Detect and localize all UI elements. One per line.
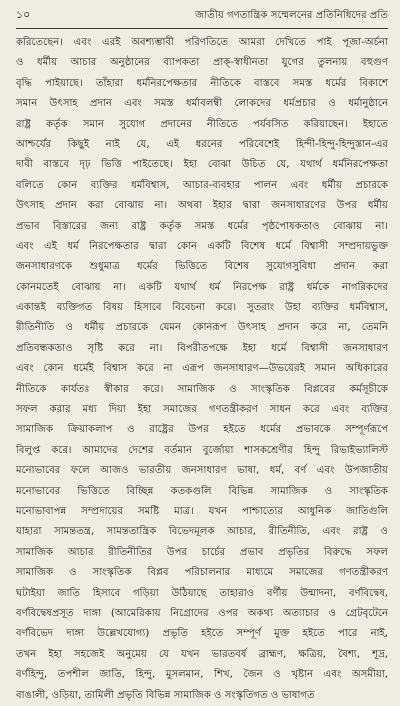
text-line: রীতিনীতি ও ধর্মীয় প্রচারকে যেমন কোনরূপ উৎসাহ প্রদান করে না, তেমনি — [16, 322, 388, 334]
text-line: করিতেছেন। এবং এরই অবশ্যম্ভাবী পরিণতিতে আমরা দেখিতে পাই পূজা-অর্চনা — [16, 37, 388, 48]
text-line: প্রতিবন্ধকতাও সৃষ্টি করে না। বিপরীতপক্ষে ইহা ধর্মে বিশ্বাসী জনসাধারণ — [16, 342, 388, 354]
text-line: বর্ণবিভেদ দাঙ্গা উল্লেখযোগ্য) প্রভৃতি হইতে সম্পূর্ণ মুক্ত হইতে পারে নাই, — [16, 628, 388, 640]
text-line: তখন ইহা সহজেই অনুমেয় যে যখন ভারতবর্ষ ব্রাহ্মণ, ক্ষত্রিয়, বৈশ্য, শূদ্র, — [16, 648, 388, 660]
text-line: বিলুপ্ত করে। আমাদের দেশের বর্তমান বুর্জোয়া শাসকশ্রেণীর হিন্দু রিভাইভ্যালিস্ট — [16, 444, 388, 456]
text-line: সমান উৎসাহ প্রদান এবং সমস্ত ধর্মাবলম্বী লোকদের ধর্মপ্রচার ও ধর্মানুষ্ঠানে — [16, 98, 388, 110]
text-line: কোনমতেই বোঝায় না। একটি যথার্থ ধর্ম নিরপেক্ষ রাষ্ট্র ধর্মকে নাগরিকদের — [16, 281, 388, 293]
text-line: বর্ণবিদ্বেষপ্রসূত দাঙ্গা (আমেরিকায় নিগ্রোদের ওপর অকথ্য অত্যাচার ও গ্রেটবৃটেনে — [16, 607, 388, 619]
text-line: আশ্চর্যের কিছুই নাই যে, এই ধরনের পরিবেশেই হিন্দী-হিন্দু-হিন্দুস্তান-এর — [16, 138, 388, 150]
text-line: এবং এই ধর্ম নিরপেক্ষতার দ্বারা কোন একটি বিশেষ ধর্মে বিশ্বাসী সম্প্রদায়ভুক্ত — [16, 240, 388, 252]
text-line: বলিতে কোন ব্যক্তির ধর্মবিশ্বাস, আচার-ব্যবহার পালন এবং ধর্মীয় প্রচারকে — [16, 179, 388, 191]
text-line: যাহারা সামন্ততন্ত্র, সামন্ততান্ত্রিক বিভেদমূলক আচার, রীতিনীতি, এবং রাষ্ট্র ও — [16, 526, 388, 538]
body-text — [16, 33, 388, 706]
text-line: রাষ্ট্র কর্তৃক সমান সুযোগ প্রদানের নীতিতে পর্যবসিত করিয়াছেন। ইহাতে — [16, 118, 388, 130]
page-header — [16, 6, 388, 28]
text-line: সফল করার মধ্য দিয়া ইহা সমাজের গণতন্ত্রীকরণ সাধন করে এবং ব্যক্তির — [16, 404, 388, 416]
text-line: এবং কোন ধর্মেই বিশ্বাস করে না এরূপ জনসাধারণ—উভয়েরই সমান অধিকারের — [16, 363, 388, 375]
text-line: মনোভাবাপন্ন সম্প্রদায়ের সমষ্টি মাত্র। যখন পাশ্চাত্যের আধুনিক জাতিগুলি — [16, 505, 388, 517]
page-number: ১০ — [16, 8, 31, 21]
header-divider — [16, 28, 388, 29]
text-line: বর্ণহিন্দু, তপশীল জাতি, হিন্দু, মুসলমান, শিখ, জৈন ও খৃষ্টান এবং অসমীয়া, — [16, 669, 388, 681]
text-line: একান্তই ব্যক্তিগত বিষয় হিসাবে বিবেচনা করে। সুতরাং উহা ব্যক্তির ধর্মবিশ্বাস, — [16, 302, 388, 314]
text-line: নীতিকে কার্যতঃ স্বীকার করে। সামাজিক ও সাংস্কৃতিক বিপ্লবের কর্মসূচীকে — [16, 383, 388, 395]
text-line: ও ধর্মীয় আচার অনুষ্ঠানের ব্যাপকতা প্রাক্-স্বাধীনতা যুগের তুলনায় বহুগুণ — [16, 57, 388, 69]
text-line: সামাজিক ও সাংস্কৃতিক বিপ্লব পরিচালনার মাধ্যমে সমাজের গণতন্ত্রীকরণ — [16, 567, 388, 579]
text-line: প্রভাব বিস্তারের জন্য রাষ্ট্র কর্তৃক সমস্ত ধর্মের পৃষ্ঠপোষকতাও বোঝায় না। — [16, 220, 388, 232]
text-line: বৃদ্ধি পাইয়াছে। তাঁহারা ধর্মনিরপেক্ষতার নীতিকে বাস্তবে সমস্ত ধর্মের বিকাশে — [16, 77, 388, 89]
text-line: ঘটাইয়া জাতি হিসাবে গড়িয়া উঠিয়াছে তাহারাও বর্ণীয় উন্মাদনা, বর্ণবিদ্বেষ, — [16, 587, 388, 599]
running-title: জাতীয় গণতান্ত্রিক সম্মেলনের প্রতিনিধিদের প্রতি — [195, 10, 388, 21]
text-line: দাবী বাস্তবে দৃঢ় ভিত্তি পাইতেছে। ইহা বোঝা উচিত যে, যথার্থ ধর্মনিরপেক্ষতা — [16, 159, 388, 171]
text-line: সামাজিক ক্রিয়াকলাপ ও রাষ্ট্রের উপর হইতে ধর্মের প্রভাবকে সম্পূর্ণরূপে — [16, 424, 388, 436]
text-line: জনসাধারণকে শুধুমাত্র ধর্মের ভিত্তিতে বিশেষ সুযোগসুবিধা প্রদান করা — [16, 261, 388, 273]
text-line: সামাজিক আচার রীতিনীতির উপর চার্চের প্রভাব প্রভৃতির বিরুদ্ধে সফল — [16, 546, 388, 558]
text-line: মনোভাবের ফলে আজও ভারতীয় জনসাধারণ ভাষা, ধর্ম, বর্ণ এবং উপজাতীয় — [16, 465, 388, 477]
text-line: উৎসাহ প্রদান করা বোঝায় না। অথবা ইহার দ্বারা জনসাধারণের উপর ধর্মীয় — [16, 200, 388, 212]
text-line: মনোভাবের ভিত্তিতে বিচ্ছিন্ন কতকগুলি বিভিন্ন সামাজিক ও সাংস্কৃতিক — [16, 485, 388, 497]
text-line: বাঙালী, ওড়িয়া, তামিলী প্রভৃতি বিভিন্ন সামাজিক ও সংস্কৃতিগত ও ভাষাগত — [16, 689, 315, 701]
